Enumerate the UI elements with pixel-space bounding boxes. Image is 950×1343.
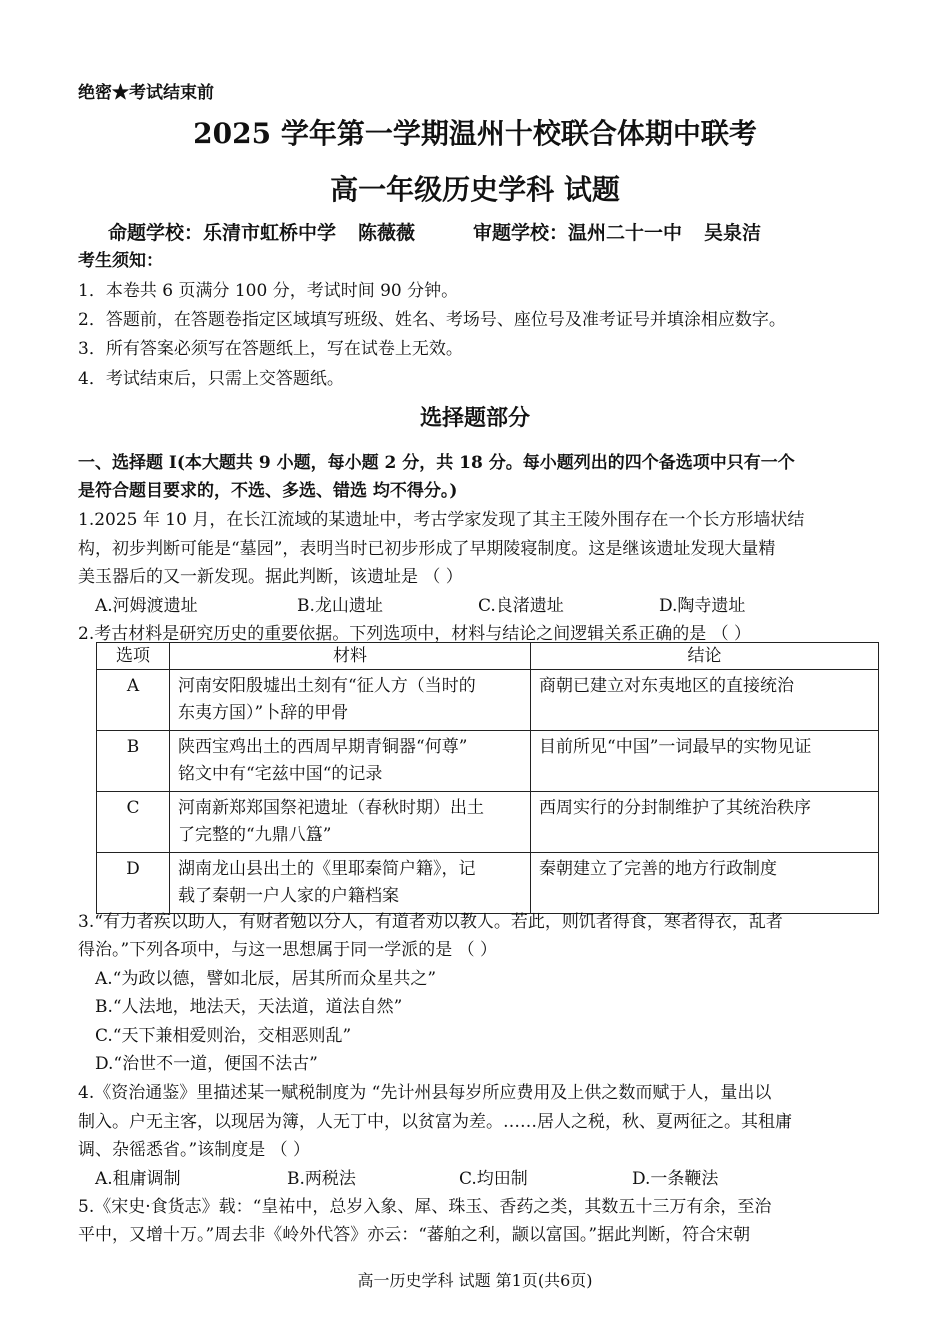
material-line: 载了秦朝一户人家的户籍档案 bbox=[178, 886, 399, 906]
q2-stem: 2.考古材料是研究历史的重要依据。下列选项中，材料与结论之间逻辑关系正确的是 （ ） bbox=[78, 624, 752, 644]
q4-option-c: C.均田制 bbox=[459, 1169, 528, 1189]
page-footer: 高一历史学科 试题 第1页(共6页) bbox=[357, 1271, 593, 1290]
note-item: 2．答题前，在答题卷指定区域填写班级、姓名、考场号、座位号及准考证号并填涂相应数字。 bbox=[78, 310, 786, 330]
confidential-label: 绝密★考试结束前 bbox=[78, 83, 214, 103]
material-line: 河南安阳殷墟出土刻有“征人方（当时的 bbox=[178, 676, 476, 696]
q3-option-b: B.“人法地，地法天，天法道，道法自然” bbox=[95, 997, 403, 1017]
q1-option-a: A.河姆渡遗址 bbox=[95, 596, 198, 616]
material-line: 河南新郑郑国祭祀遗址（春秋时期）出土 bbox=[178, 798, 484, 818]
row-material bbox=[170, 670, 531, 731]
q1-stem-line: 1.2025 年 10 月，在长江流域的某遗址中，考古学家发现了其主王陵外围存在一个长方形墙状结 bbox=[78, 510, 805, 530]
table-row bbox=[97, 731, 879, 792]
table-row bbox=[97, 853, 879, 914]
row-conclusion: 目前所见“中国”一词最早的实物见证 bbox=[531, 731, 879, 792]
row-material bbox=[170, 792, 531, 853]
q4-option-d: D.一条鞭法 bbox=[632, 1169, 719, 1189]
q3-option-d: D.“治世不一道，便国不法古” bbox=[95, 1054, 318, 1074]
q1-option-b: B.龙山遗址 bbox=[297, 596, 383, 616]
q4-stem-line: 调、杂徭悉省。”该制度是 （ ） bbox=[78, 1140, 310, 1160]
header-option: 选项 bbox=[97, 643, 170, 670]
section-title: 选择题部分 bbox=[419, 405, 530, 431]
q3-stem-line: 得治。”下列各项中，与这一思想属于同一学派的是 （ ） bbox=[78, 940, 497, 960]
row-material bbox=[170, 731, 531, 792]
q3-option-c: C.“天下兼相爱则治，交相恶则乱” bbox=[95, 1026, 352, 1046]
q1-option-c: C.良渚遗址 bbox=[478, 596, 564, 616]
table-row bbox=[97, 792, 879, 853]
row-material bbox=[170, 853, 531, 914]
q1-option-d: D.陶寺遗址 bbox=[659, 596, 746, 616]
row-conclusion: 西周实行的分封制维护了其统治秩序 bbox=[531, 792, 879, 853]
note-item: 3．所有答案必须写在答题纸上，写在试卷上无效。 bbox=[78, 339, 463, 359]
reviewer-school: 审题学校：温州二十一中 bbox=[473, 222, 683, 244]
evidence-table bbox=[96, 642, 879, 914]
notes-title: 考生须知： bbox=[78, 251, 163, 271]
note-item: 4．考试结束后，只需上交答题纸。 bbox=[78, 369, 344, 389]
note-item: 1．本卷共 6 页满分 100 分，考试时间 90 分钟。 bbox=[78, 281, 459, 301]
row-option: B bbox=[97, 731, 170, 792]
material-line: 了完整的“九鼎八簋” bbox=[178, 825, 332, 845]
material-line: 湖南龙山县出土的《里耶秦简户籍》，记 bbox=[178, 859, 476, 879]
setter-name: 陈薇薇 bbox=[358, 222, 416, 244]
header-material: 材料 bbox=[170, 643, 531, 670]
part1-heading-cont: 是符合题目要求的，不选、多选、错选 均不得分。) bbox=[78, 481, 458, 501]
q4-option-a: A.租庸调制 bbox=[95, 1169, 181, 1189]
reviewer-name: 吴泉洁 bbox=[704, 222, 762, 244]
row-option: C bbox=[97, 792, 170, 853]
row-option: A bbox=[97, 670, 170, 731]
setter-school: 命题学校：乐清市虹桥中学 bbox=[108, 222, 337, 244]
q3-stem-line: 3.“有力者疾以助人，有财者勉以分人，有道者劝以教人。若此，则饥者得食，寒者得衣，乱者 bbox=[78, 912, 783, 932]
q4-stem-line: 4.《资治通鉴》里描述某一赋税制度为 “先计州县每岁所应费用及上供之数而赋于人，量出以 bbox=[78, 1083, 772, 1103]
header-conclusion: 结论 bbox=[531, 643, 879, 670]
row-option: D bbox=[97, 853, 170, 914]
material-line: 陕西宝鸡出土的西周早期青铜器“何尊” bbox=[178, 737, 468, 757]
q4-option-b: B.两税法 bbox=[287, 1169, 356, 1189]
exam-title: 2025 学年第一学期温州十校联合体期中联考 bbox=[193, 117, 757, 150]
q3-option-a: A.“为政以德，譬如北辰，居其所而众星共之” bbox=[95, 969, 437, 989]
exam-subtitle: 高一年级历史学科 试题 bbox=[330, 173, 620, 206]
q1-stem-line: 美玉器后的又一新发现。据此判断，该遗址是 （ ） bbox=[78, 567, 463, 587]
material-line: 铭文中有“宅兹中国“的记录 bbox=[178, 764, 383, 784]
table-header-row bbox=[97, 643, 879, 670]
q5-stem-line: 5.《宋史·食货志》载：“皇祐中，总岁入象、犀、珠玉、香药之类，其数五十三万有余，至治 bbox=[78, 1197, 772, 1217]
authors-line bbox=[108, 218, 783, 245]
material-line: 东夷方国）”卜辞的甲骨 bbox=[178, 703, 349, 723]
q4-stem-line: 制入。户无主客，以现居为簿，人无丁中，以贫富为差。……居人之税，秋、夏两征之。其租庸 bbox=[78, 1112, 792, 1132]
row-conclusion: 商朝已建立对东夷地区的直接统治 bbox=[531, 670, 879, 731]
row-conclusion: 秦朝建立了完善的地方行政制度 bbox=[531, 853, 879, 914]
q5-stem-line: 平中，又增十万。”周去非《岭外代答》亦云：“蕃舶之利，颛以富国。”据此判断，符合宋朝 bbox=[78, 1225, 751, 1245]
q1-stem-line: 构，初步判断可能是“墓园”，表明当时已初步形成了早期陵寝制度。这是继该遗址发现大量精 bbox=[78, 539, 776, 559]
part1-heading: 一、选择题 I(本大题共 9 小题，每小题 2 分，共 18 分。每小题列出的四个备选项中只有一个 bbox=[78, 453, 795, 473]
table-row bbox=[97, 670, 879, 731]
